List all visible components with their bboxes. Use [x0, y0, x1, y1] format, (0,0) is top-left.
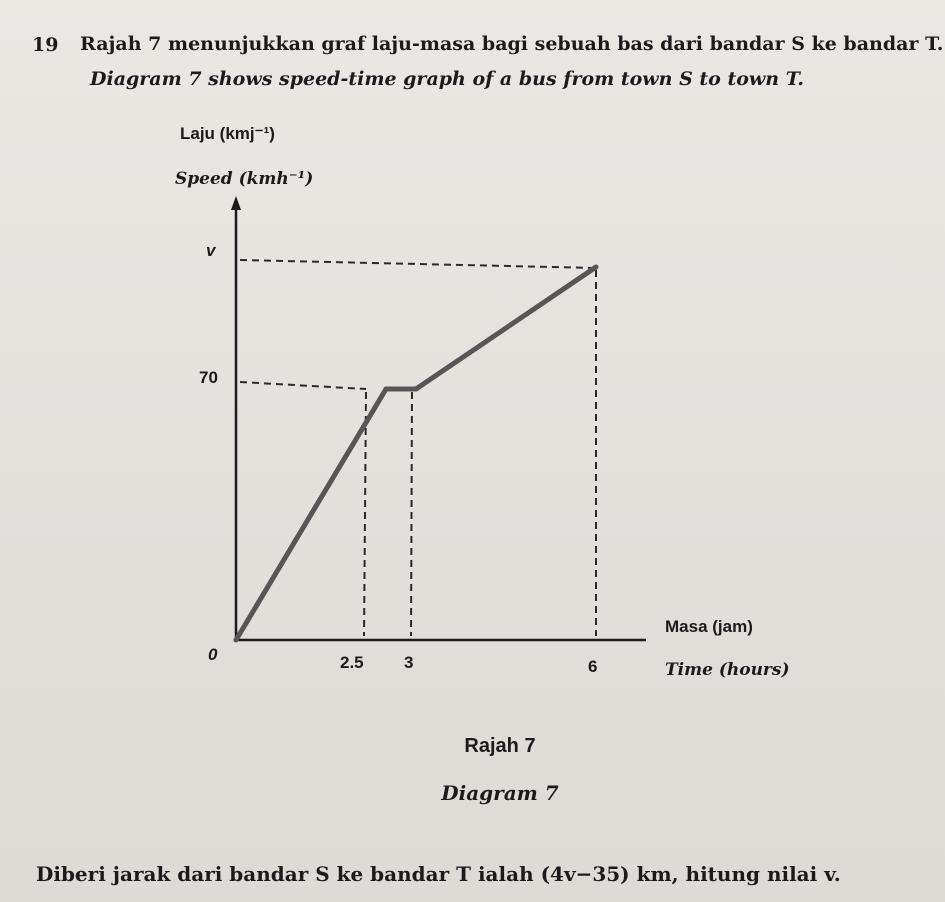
dash-v-level [240, 260, 596, 268]
y-axis-label-english: Speed (kmh⁻¹) [175, 169, 314, 189]
figure-label-english: Diagram 7 [441, 781, 559, 805]
x-tick-0: 0 [208, 645, 218, 664]
data-point-2 [414, 387, 419, 392]
x-tick-6: 6 [588, 657, 598, 676]
question-text-english: Diagram 7 shows speed-time graph of a bus from town S to town T. [90, 68, 805, 90]
dash-70-level [240, 382, 366, 389]
question-prompt: Diberi jarak dari bandar S ke bandar T ialah (4v−35) km, hitung nilai v. [36, 862, 841, 886]
question-number: 19 [32, 34, 59, 56]
axes [231, 196, 646, 640]
y-axis-arrow [231, 196, 241, 210]
figure-label-malay: Rajah 7 [464, 735, 536, 757]
speed-time-line [236, 267, 596, 640]
data-point-3 [594, 265, 599, 270]
x-tick-2-5: 2.5 [340, 653, 364, 672]
question-text-malay: Rajah 7 menunjukkan graf laju-masa bagi sebuah bas dari bandar S ke bandar T. [80, 33, 944, 55]
y-axis-label-malay: Laju (kmj⁻¹) [180, 124, 275, 143]
x-axis-label-english: Time (hours) [665, 660, 790, 680]
dash-x-3 [411, 392, 412, 636]
data-points [234, 265, 599, 643]
y-tick-v: v [206, 241, 216, 260]
x-axis-label-malay: Masa (jam) [665, 617, 753, 636]
reference-lines [240, 260, 596, 636]
data-point-1 [384, 387, 389, 392]
y-tick-70: 70 [199, 368, 218, 387]
data-point-0 [234, 638, 239, 643]
x-tick-3: 3 [404, 653, 414, 672]
